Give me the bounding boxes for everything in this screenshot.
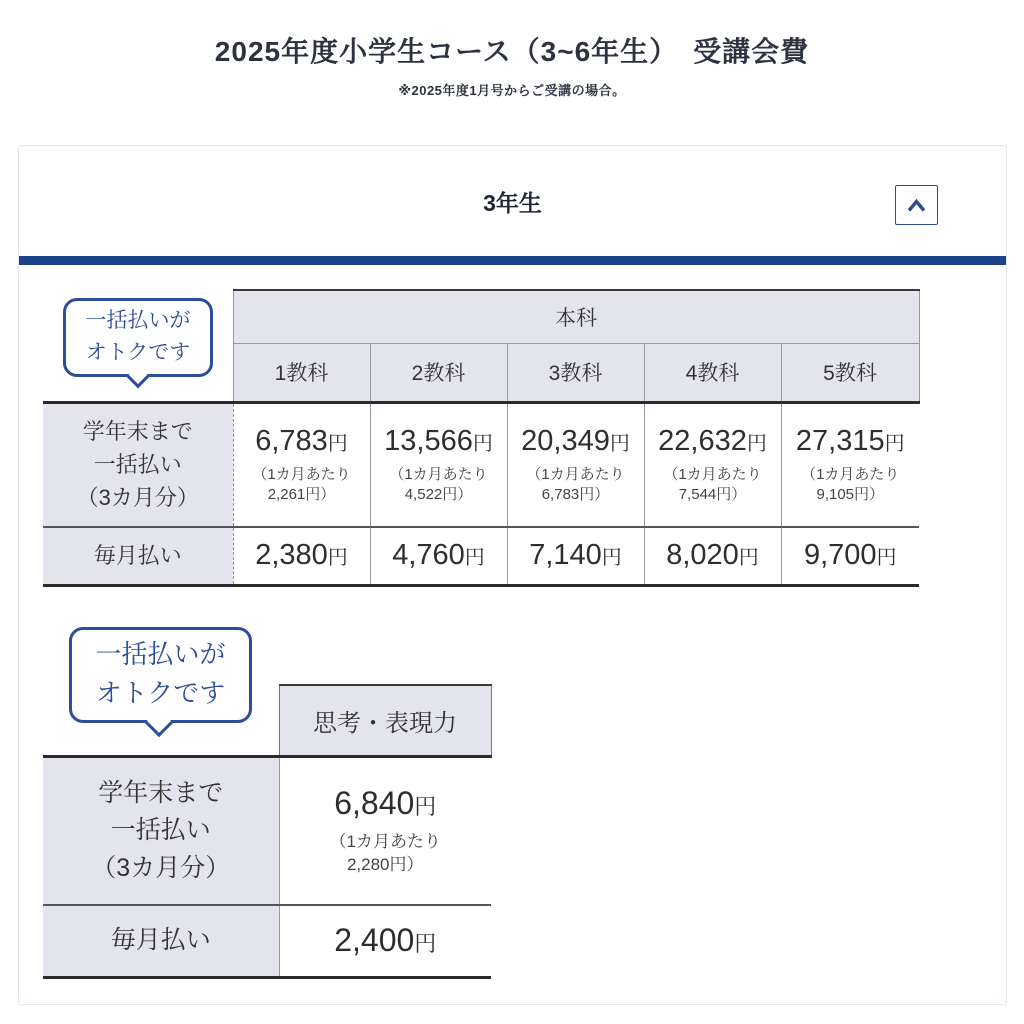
grade-title: 3年生: [483, 189, 542, 216]
price-cell: 8,020円: [644, 527, 781, 585]
column-header: 2教科: [370, 343, 507, 402]
chevron-up-icon: [906, 197, 927, 214]
page-header: [0, 30, 1024, 99]
column-header: 4教科: [644, 343, 781, 402]
price-cell: 6,840円 （1カ月あたり 2,280円）: [279, 756, 491, 905]
thinking-expression-price-table: [43, 684, 492, 979]
lump-sum-row: [43, 756, 491, 905]
price-cell: 6,783円 （1カ月あたり 2,261円）: [233, 402, 370, 527]
collapse-button[interactable]: [895, 185, 938, 225]
column-header: 思考・表現力: [279, 685, 491, 756]
price-cell: 22,632円 （1カ月あたり 7,544円）: [644, 402, 781, 527]
callout-line: オトクです: [85, 340, 191, 364]
column-header: 5教科: [781, 343, 919, 402]
row-label: 毎月払い: [43, 905, 279, 977]
price-cell: 13,566円 （1カ月あたり 4,522円）: [370, 402, 507, 527]
lump-sum-callout-sub: [69, 627, 252, 723]
page-title: 2025年度小学生コース（3~6年生） 受講会費: [214, 36, 810, 67]
row-label: 学年末まで 一括払い （3カ月分）: [43, 756, 279, 905]
callout-line: 一括払いが: [95, 639, 226, 669]
section-divider: [19, 256, 1006, 265]
grade-section-card: [18, 145, 1007, 1005]
column-header: 1教科: [233, 343, 370, 402]
group-header: 本科: [233, 290, 919, 343]
price-cell: 9,700円: [781, 527, 919, 585]
monthly-row: [43, 527, 919, 585]
lump-sum-callout-main: [63, 298, 213, 377]
row-label: 毎月払い: [43, 527, 233, 585]
price-cell: 4,760円: [370, 527, 507, 585]
callout-line: オトクです: [95, 678, 226, 708]
monthly-row: [43, 905, 491, 977]
row-label: 学年末まで 一括払い （3カ月分）: [43, 402, 233, 527]
grade-section-header: [19, 146, 1006, 256]
lump-sum-row: [43, 402, 919, 527]
price-cell: 2,400円: [279, 905, 491, 977]
price-cell: 27,315円 （1カ月あたり 9,105円）: [781, 402, 919, 527]
page-subtitle: ※2025年度1月号からご受講の場合。: [398, 83, 626, 98]
price-cell: 7,140円: [507, 527, 644, 585]
price-cell: 20,349円 （1カ月あたり 6,783円）: [507, 402, 644, 527]
price-cell: 2,380円: [233, 527, 370, 585]
column-header: 3教科: [507, 343, 644, 402]
callout-line: 一括払いが: [85, 309, 191, 332]
